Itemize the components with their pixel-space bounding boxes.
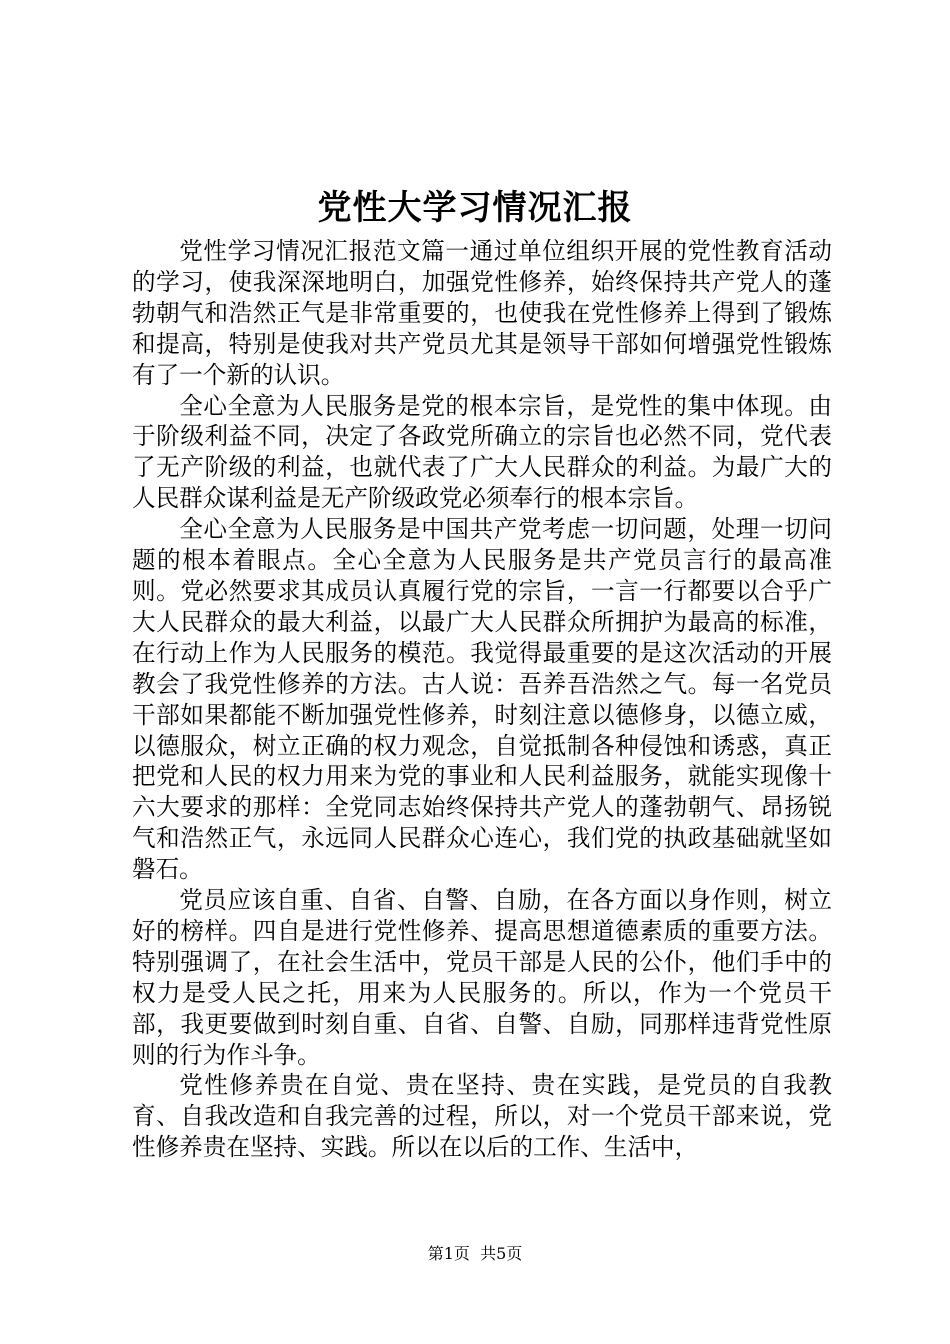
document-title: 党性大学习情况汇报 [317,188,633,228]
paragraph: 党性学习情况汇报范文篇一通过单位组织开展的党性教育活动的学习，使我深深地明白，加强党性修养，始终保持共产党人的蓬勃朝气和浩然正气是非常重要的，也使我在党性修养上得到了锻炼和提高，特别是使我对共产党员尤其是领导干部如何增强党性锻炼有了一个新的认识。 [132,237,832,389]
paragraph: 全心全意为人民服务是中国共产党考虑一切问题，处理一切问题的根本着眼点。全心全意为人民服务是共产党员言行的最高准则。党必然要求其成员认真履行党的宗旨，一言一行都要以合乎广大人民群众的最大利益，以最广大人民群众所拥护为最高的标准，在行动上作为人民服务的模范。我觉得最重要的是这次活动的开展教会了我党性修养的方法。古人说：吾养吾浩然之气。每一名党员干部如果都能不断加强党性修养，时刻注意以德修身，以德立威，以德服众，树立正确的权力观念，自觉抵制各种侵蚀和诱惑，真正把党和人民的权力用来为党的事业和人民利益服务，就能实现像十六大要求的那样：全党同志始终保持共产党人的蓬勃朝气、昂扬锐气和浩然正气，永远同人民群众心连心，我们党的执政基础就坚如磐石。 [132,515,832,884]
page-number: 第1页 [427,1244,470,1263]
document-body [132,236,832,1163]
paragraph: 党员应该自重、自省、自警、自励，在各方面以身作则，树立好的榜样。四自是进行党性修养、提高思想道德素质的重要方法。特别强调了，在社会生活中，党员干部是人民的公仆，他们手中的权力是受人民之托，用来为人民服务的。所以，作为一个党员干部，我更要做到时刻自重、自省、自警、自励，同那样违背党性原则的行为作斗争。 [132,886,832,1069]
page-footer [0,1244,950,1264]
page-total: 共5页 [480,1244,523,1263]
paragraph: 党性修养贵在自觉、贵在坚持、贵在实践，是党员的自我教育、自我改造和自我完善的过程，所以，对一个党员干部来说，党性修养贵在坚持、实践。所以在以后的工作、生活中， [132,1071,832,1162]
paragraph: 全心全意为人民服务是党的根本宗旨，是党性的集中体现。由于阶级利益不同，决定了各政党所确立的宗旨也必然不同，党代表了无产阶级的利益，也就代表了广大人民群众的利益。为最广大的人民群众谋利益是无产阶级政党必须奉行的根本宗旨。 [132,391,832,513]
